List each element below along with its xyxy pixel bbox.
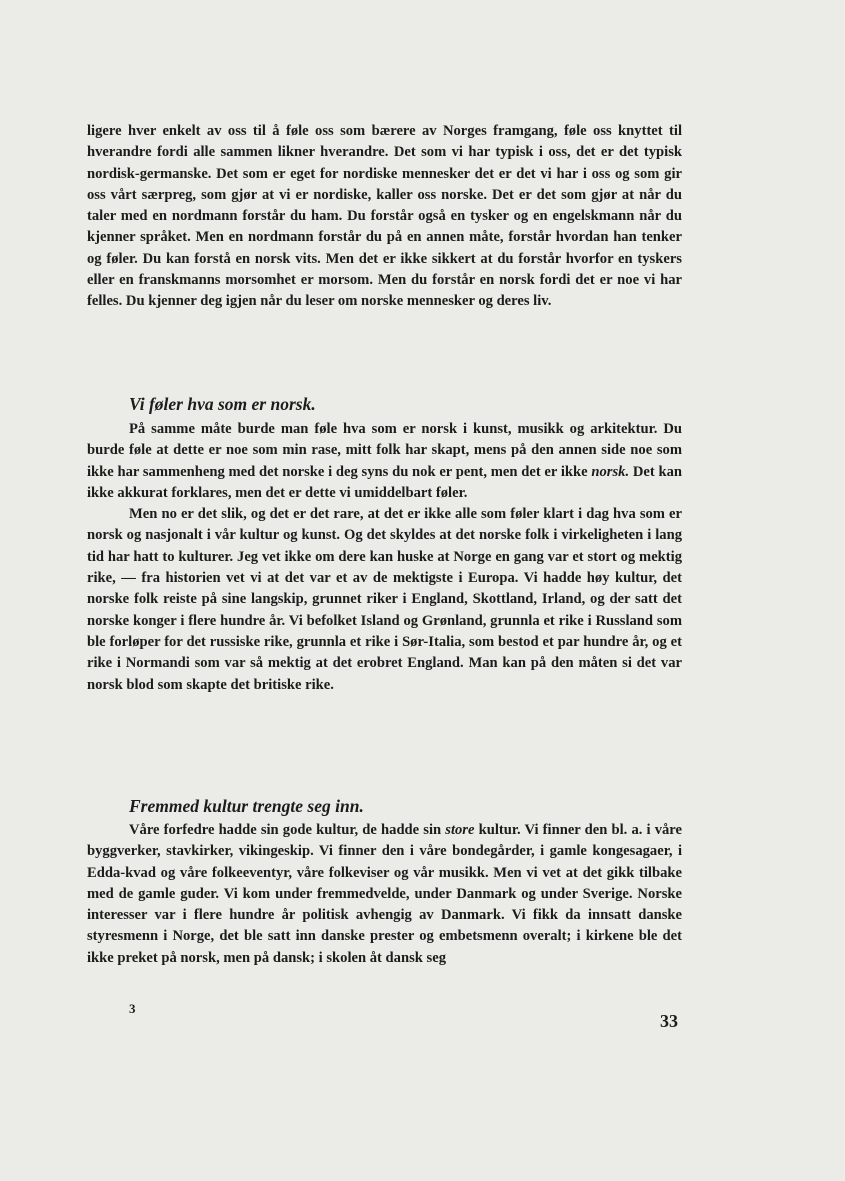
section2-text-block	[87, 820, 682, 969]
page-number: 33	[660, 1011, 678, 1031]
section1-p1-text-a: På samme måte burde man føle hva som er norsk i kunst, musikk og arkitektur. Du burde føle at dette er noe som min rase, mitt folk har skapt, mens på den annen side noe som ikke har sammenheng med det norske i deg syns du nok er pent, men det er ikke	[87, 421, 682, 480]
section1-text-block	[87, 419, 682, 696]
section-heading-fremmed-kultur: Fremmed kultur trengte seg inn.	[129, 796, 364, 816]
section2-paragraph-1	[87, 820, 682, 969]
intro-paragraph: ligere hver enkelt av oss til å føle oss som bærere av Norges framgang, føle oss knyttet til hverandre fordi alle sammen likner hverandre. Det som vi har typisk i oss, det er det typisk nordisk-germanske. Det som er eget for nordiske mennesker det er det vi har i oss og som gir oss vårt særpreg, som gjør at vi er nordiske, kaller oss norske. Det er det som gjør at når du taler med en nordmann forstår du ham. Du forstår også en tysker og en engelskmann når du kjenner språket. Men en nordmann forstår du på en annen måte, forstår hvordan han tenker og føler. Du kan forstå en norsk vits. Men det er ikke sikkert at du forstår hvorfor en tyskers eller en franskmanns morsomhet er morsom. Men du forstår en norsk fordi det er noe vi har felles. Du kjenner deg igjen når du leser om norske mennesker og deres liv.	[87, 123, 682, 310]
section1-p1-text-b: Det kan ikke akkurat forklares, men det er dette vi umiddelbart føler.	[87, 463, 682, 501]
intro-text-block	[87, 121, 682, 313]
section1-paragraph-1	[87, 419, 682, 504]
section1-paragraph-2: Men no er det slik, og det er det rare, at det er ikke alle som føler klart i dag hva som er norsk og nasjonalt i vår kultur og kunst. Og det skyldes at det norske folk i virkeligheten i lang tid har hatt to kulturer. Jeg vet ikke om dere kan huske at Norge en gang var et stort og mektig rike, — fra historien vet vi at det var et av de mektigste i Europa. Vi hadde høy kultur, det norske folk reiste på sine langskip, grunnet riker i England, Skottland, Irland, og der satt det norske konger i flere hundre år. Vi befolket Island og Grønland, grunnla et rike i Russland som ble forløper for det russiske rike, grunnla et rike i Sør-Italia, som bestod et par hundre år, og et rike i Normandi som var så mektig at det erobret England. Man kan på den måten si det var norsk blod som skapte det britiske rike.	[87, 506, 682, 693]
section2-p1-text-a: Våre forfedre hadde sin gode kultur, de hadde sin	[129, 822, 446, 838]
section2-p1-text-b: kultur. Vi finner den bl. a. i våre byggverker, stavkirker, vikingeskip. Vi finner den i våre bondegårder, i gamle kongesagaer, i Edda-kvad og våre folkeeventyr, våre folkeviser og vår musikk. Men vi vet at det gikk tilbake med de gamle guder. Vi kom under fremmedvelde, under Danmark og under Sverige. Norske interesser var i flere hundre år politisk avhengig av Danmark. Vi fikk da innsatt danske styresmenn i Norge, det ble satt inn danske prester og embetsmenn overalt; i kirkene ble det ikke preket på norsk, men på dansk; i skolen åt dansk seg	[87, 822, 682, 966]
section1-p1-italic: norsk.	[591, 463, 630, 480]
printer-signature-mark: 3	[129, 1001, 136, 1016]
section-heading-norsk: Vi føler hva som er norsk.	[129, 394, 316, 414]
section2-p1-italic: store	[445, 822, 475, 838]
